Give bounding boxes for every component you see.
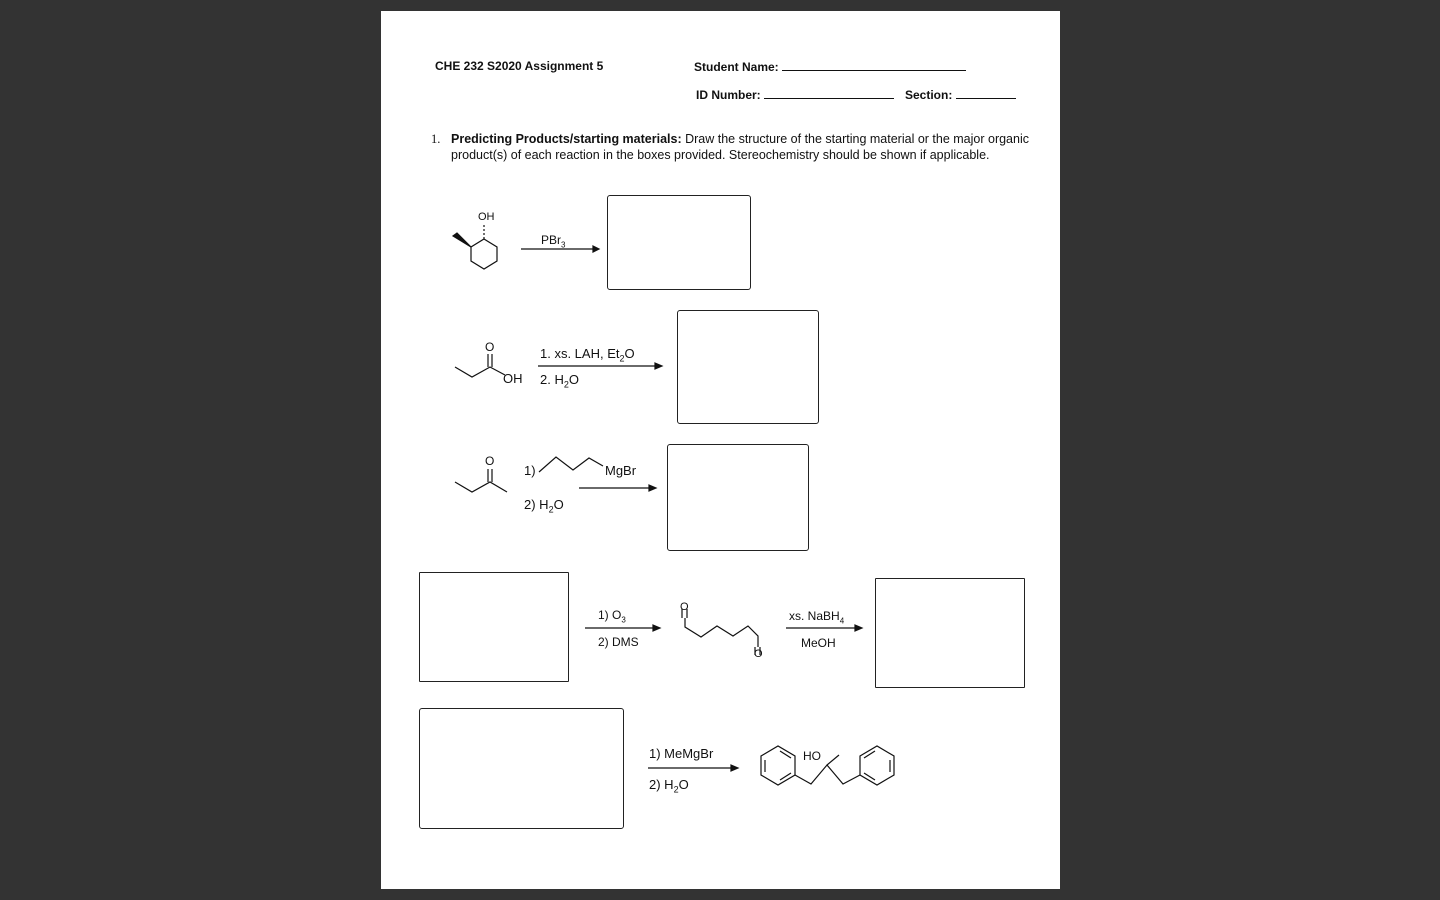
reaction-2-step1: 1. xs. LAH, $Et_2O$ bbox=[540, 346, 635, 364]
reaction-2-step2: 2. $H_2O$ bbox=[540, 372, 579, 390]
question-heading: Predicting Products/starting materials: bbox=[451, 132, 682, 146]
reaction-1-reagent: PBr$_3$ bbox=[541, 233, 566, 250]
reaction-3-grignard-label: MgBr bbox=[605, 463, 637, 478]
reaction-4-aldehyde-o-bottom: O bbox=[754, 648, 763, 660]
question-instructions: Draw the structure of the starting material or the major organic product(s) of each reaction in the boxes provided. Stereochemistry should be shown if applicable. bbox=[451, 132, 1029, 162]
reaction-4-aldehyde-o-top: O bbox=[680, 601, 689, 613]
reaction-2-oh-label: OH bbox=[503, 371, 523, 386]
student-name-label: Student Name: bbox=[694, 60, 779, 74]
reaction-2-o-label: O bbox=[485, 340, 495, 354]
course-title: CHE 232 S2020 Assignment 5 bbox=[435, 59, 604, 73]
reaction-5-step1: 1) MeMgBr bbox=[649, 746, 714, 761]
reaction-5-product-ho-label: HO bbox=[803, 749, 821, 763]
id-number-label: ID Number: bbox=[696, 88, 761, 102]
reaction-5-step2: 2) $H_2O$ bbox=[649, 777, 689, 795]
reaction-3-o-label: O bbox=[485, 454, 495, 468]
reaction-4-step2: 2) DMS bbox=[598, 635, 639, 649]
worksheet-page bbox=[381, 11, 1060, 889]
reaction-1-oh-label: OH bbox=[478, 211, 495, 223]
reaction-4-solvent2: MeOH bbox=[801, 636, 836, 650]
reaction-5-product-structure bbox=[381, 11, 1060, 889]
reaction-3-step1-number: 1) bbox=[524, 463, 536, 478]
reaction-4-reagent2: xs. NaBH$_4$ bbox=[789, 609, 845, 626]
reaction-3-step2: 2) $H_2O$ bbox=[524, 497, 564, 515]
question-number: 1. bbox=[431, 132, 441, 146]
reaction-4-step1: 1) $O_3$ bbox=[598, 608, 626, 625]
section-label: Section: bbox=[905, 88, 953, 102]
